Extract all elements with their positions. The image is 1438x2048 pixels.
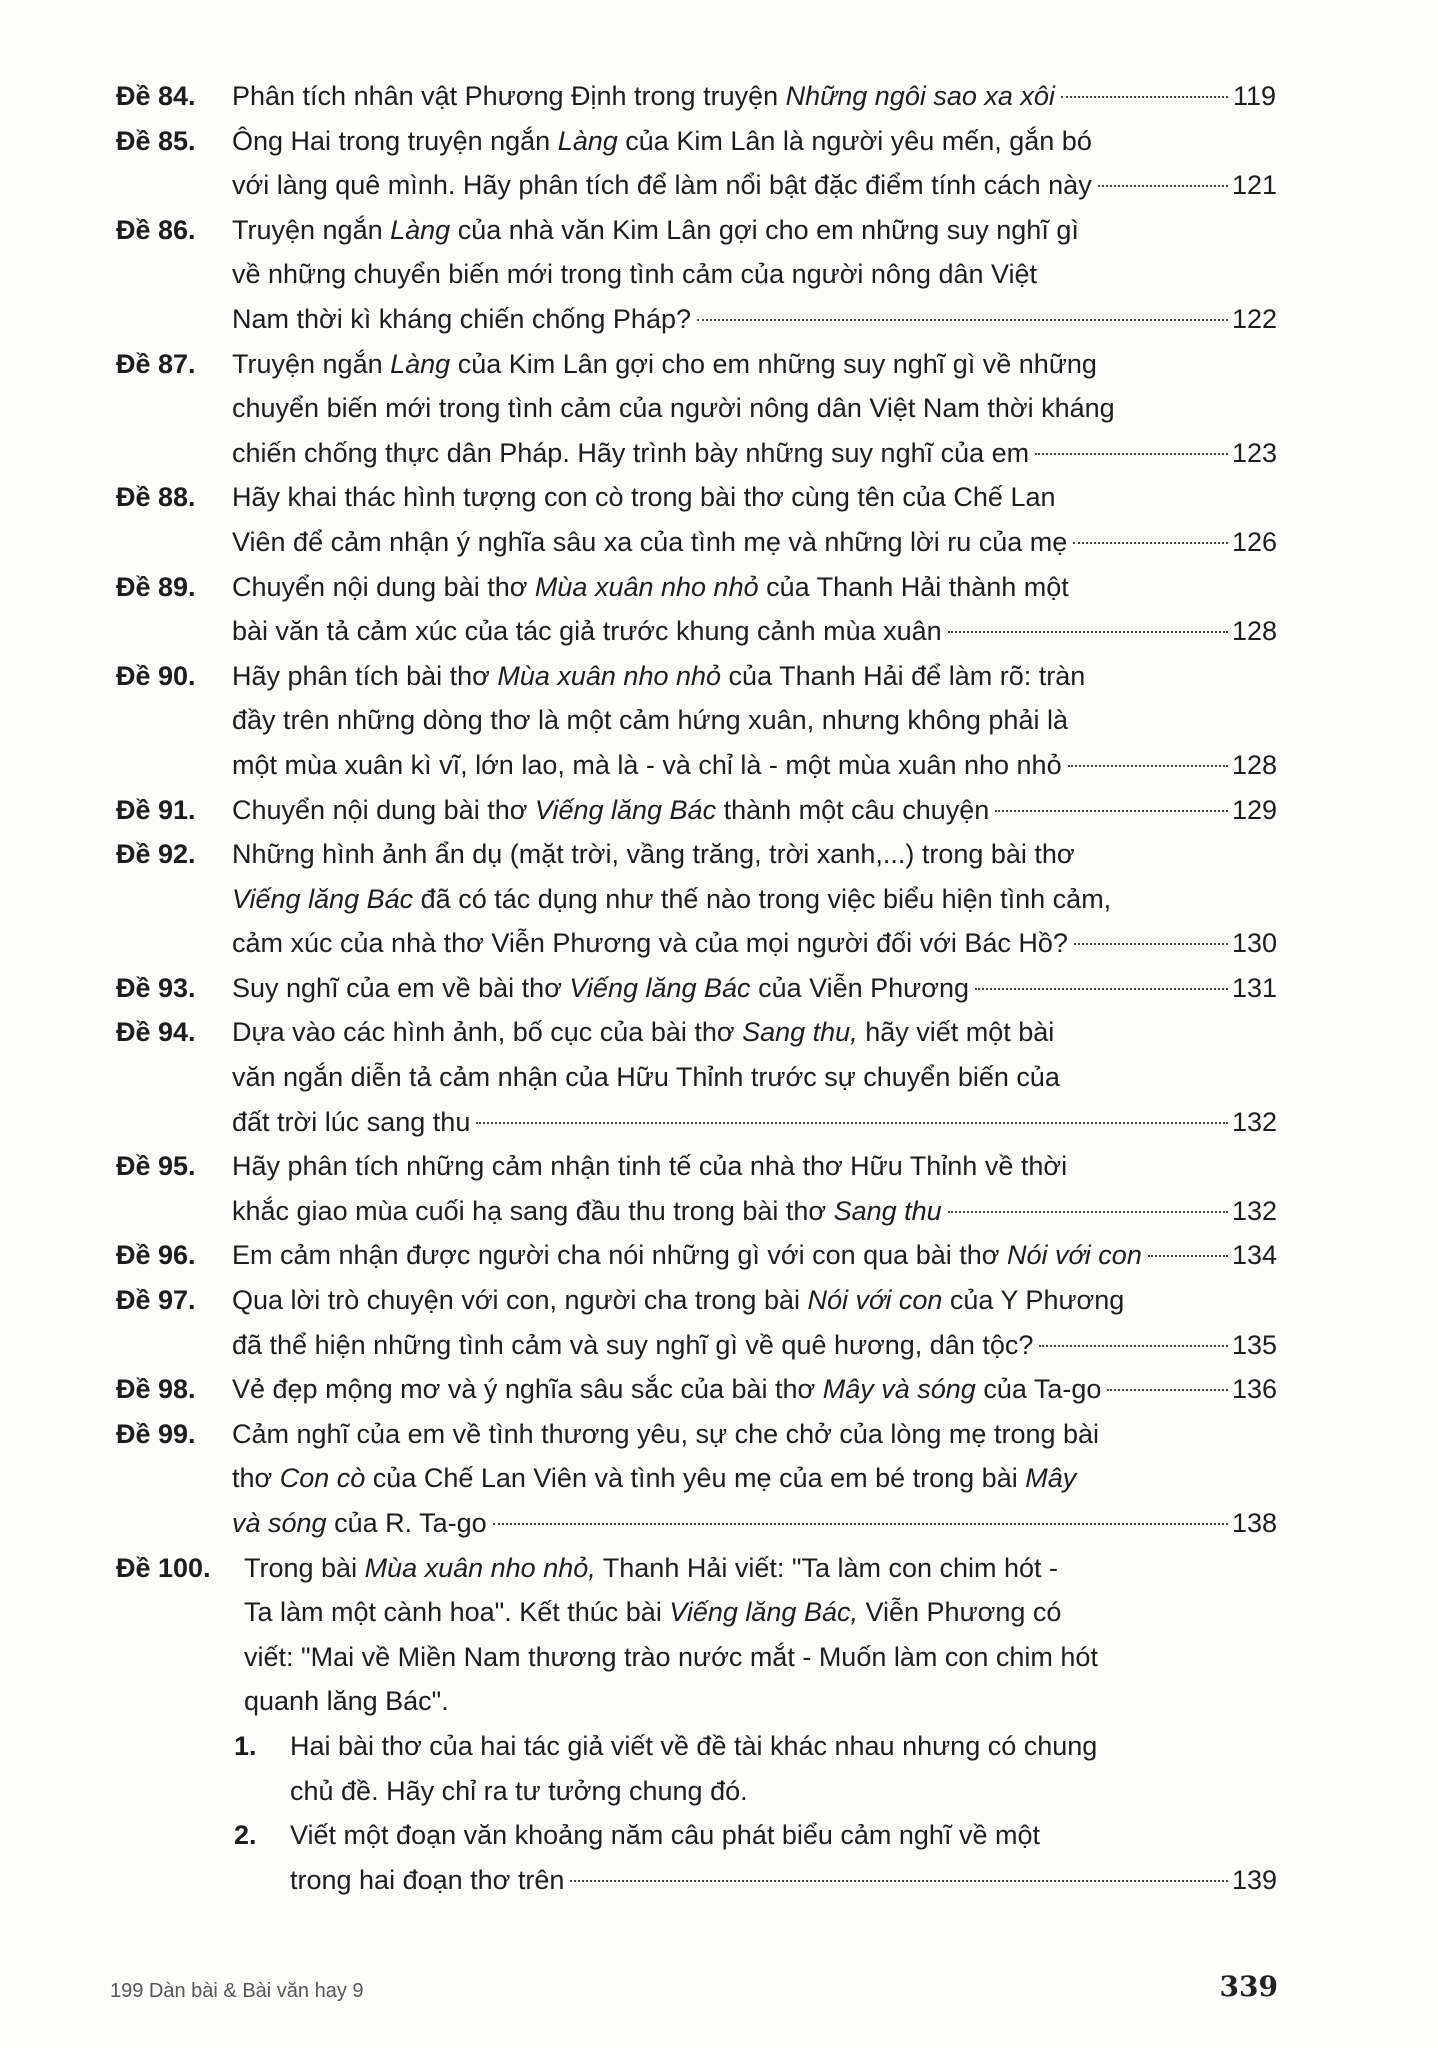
text-run: Ta làm một cành hoa". Kết thúc bài [244,1597,670,1628]
sub-text [290,1724,1276,1813]
entry-line [232,832,1276,877]
toc-entry[interactable] [116,1144,1276,1233]
text-run: Em cảm nhận được người cha nói những gì với con qua bài thơ [232,1240,1007,1271]
entry-line [232,431,1276,476]
italic-title: Nói với con [807,1285,943,1316]
entry-line [232,475,1276,520]
page-ref: 132 [1232,1195,1278,1226]
entry-number: Đề 85. [116,125,196,156]
italic-title: Viếng lăng Bác [232,883,414,914]
dot-leader [1039,1345,1228,1347]
italic-title: Mùa xuân nho nhỏ [534,571,759,602]
entry-text [232,1144,1276,1233]
toc-entry[interactable] [116,119,1276,208]
dot-leader [1074,943,1228,945]
entry-line-text [232,1189,942,1234]
entry-line-text [232,74,1055,119]
toc-entry[interactable] [116,565,1276,654]
toc-entry[interactable] [116,832,1276,966]
page-ref: 130 [1232,928,1278,959]
text-run: với làng quê mình. Hãy phân tích để làm nổi bật đặc điểm tính cách này [232,170,1092,201]
entry-text [232,1233,1276,1278]
text-run: của Ta-go [975,1374,1102,1405]
entry-number: Đề 98. [116,1374,196,1405]
entry-line [232,1055,1276,1100]
entry-line [232,1233,1276,1278]
entry-line-text [232,1501,487,1546]
sub-text [290,1813,1276,1902]
page-ref: 122 [1232,303,1278,334]
entry-line [232,74,1276,119]
entry-line [232,119,1276,164]
entry-number: Đề 88. [116,482,196,513]
text-run: đất trời lúc sang thu [232,1106,471,1137]
italic-title: Viếng lăng Bác [534,794,717,825]
toc-entry[interactable] [116,1010,1276,1144]
toc-entry[interactable] [116,475,1276,564]
entry-line [232,654,1276,699]
entry-number: Đề 100. [116,1552,211,1583]
text-run: của Thanh Hải để làm rõ: tràn [721,660,1086,691]
italic-title: Viếng lăng Bác [569,972,751,1003]
page-ref: 123 [1232,437,1278,468]
text-run: một mùa xuân kì vĩ, lớn lao, mà là - và chỉ là - một mùa xuân nho nhỏ [232,749,1062,780]
entry-line-text [232,966,969,1011]
entry-number: Đề 92. [116,839,196,870]
entry-number: Đề 91. [116,794,196,825]
entry-number: Đề 99. [116,1418,196,1449]
toc-entry[interactable] [116,1278,1276,1367]
text-run: Truyện ngắn [232,348,391,379]
entry-line [244,1679,1276,1724]
toc-entry[interactable] [116,788,1276,833]
text-run: Ông Hai trong truyện ngắn [232,125,558,156]
entry-line [244,1546,1276,1591]
text-run: của Thanh Hải thành một [758,571,1069,602]
page-ref: 134 [1232,1240,1278,1271]
entry-number: Đề 96. [116,1240,196,1271]
dot-leader [1148,1255,1228,1257]
page-ref: 139 [1232,1864,1278,1895]
text-run: Cảm nghĩ của em về tình thương yêu, sự che chở của lòng mẹ trong bài [232,1418,1100,1449]
text-run: khắc giao mùa cuối hạ sang đầu thu trong bài thơ [232,1195,834,1226]
page-ref: 128 [1232,616,1278,647]
page-ref: 138 [1232,1508,1278,1538]
entry-line [232,163,1276,208]
entry-line [232,1010,1276,1055]
sub-line: Hai bài thơ của hai tác giả viết về đề tài khác nhau nhưng có chung [290,1730,1098,1761]
entry-text [232,1412,1276,1546]
page-ref: 136 [1232,1374,1278,1405]
italic-title: Làng [557,125,618,156]
text-run: Phân tích nhân vật Phương Định trong truyện [232,81,786,111]
toc-entry[interactable] [116,966,1276,1011]
entry-text [232,654,1276,788]
dot-leader [1107,1389,1228,1391]
entry-line [232,966,1276,1011]
sub-question [234,1724,1276,1813]
toc-entry[interactable] [116,1412,1276,1546]
italic-title: Viếng lăng Bác, [669,1597,858,1628]
toc-entry[interactable] [116,208,1276,342]
entry-line [232,1501,1276,1546]
text-run: đã thể hiện những tình cảm và suy nghĩ gì về quê hương, dân tộc? [232,1329,1034,1360]
page-ref: 121 [1232,170,1278,201]
italic-title: và sóng [232,1508,327,1538]
entry-number: Đề 86. [116,214,196,245]
entry-text [232,788,1276,833]
entry-line-text [232,431,1029,476]
entry-line [232,386,1276,431]
entry-text [234,1546,1278,1903]
dot-leader [476,1122,1228,1124]
entry-line [244,1590,1276,1635]
entry-line [244,1635,1276,1680]
dot-leader [948,631,1228,633]
entry-number: Đề 89. [116,571,196,602]
toc-entry[interactable] [116,1367,1276,1412]
entry-line-text [232,1367,1101,1412]
text-run: Viễn Phương có [857,1597,1062,1628]
footer-page-number: 339 [1219,1970,1278,2003]
text-run: của Kim Lân là người yêu mến, gắn bó [617,125,1092,156]
dot-leader [975,988,1228,990]
entry-text [232,832,1276,966]
entry-number: Đề 90. [116,660,196,691]
italic-title: Mây [1025,1463,1077,1494]
entry-text [232,966,1276,1011]
dot-leader [697,319,1228,321]
italic-title: Sang thu [833,1195,942,1226]
text-run: của nhà văn Kim Lân gợi cho em những suy nghĩ gì [450,214,1079,245]
entry-line-text [232,1233,1142,1278]
entry-number: Đề 93. [116,972,196,1003]
entry-line [232,1456,1276,1501]
text-run: Hãy phân tích bài thơ [232,660,498,691]
entry-line [232,1323,1276,1368]
italic-title: Mùa xuân nho nhỏ, [364,1552,596,1583]
entry-number: Đề 84. [116,81,196,111]
entry-line [232,1278,1276,1323]
entry-number: Đề 97. [116,1285,196,1316]
dot-leader [1068,765,1228,767]
entry-line-text [232,1100,470,1145]
entry-text [232,208,1276,342]
entry-line [232,1144,1276,1189]
sub-line-text: trong hai đoạn thơ trên [290,1864,565,1895]
dot-leader [1073,542,1228,544]
entry-text [232,119,1276,208]
text-run: đầy trên những dòng thơ là một cảm hứng xuân, nhưng không phải là [232,705,1068,736]
entry-line [232,565,1276,610]
entry-line-text [232,1323,1033,1368]
entry-line-text [232,609,942,654]
text-run: Những hình ảnh ẩn dụ (mặt trời, vầng trăng, trời xanh,...) trong bài thơ [232,839,1075,870]
italic-title: Mây và sóng [822,1374,976,1405]
text-run: Hãy phân tích những cảm nhận tinh tế của nhà thơ Hữu Thỉnh về thời [232,1151,1068,1182]
dot-leader [1061,96,1228,98]
toc-entry[interactable] [116,74,1276,119]
text-run: quanh lăng Bác". [244,1686,449,1717]
entry-line [232,788,1276,833]
text-run: đã có tác dụng như thế nào trong việc biểu hiện tình cảm, [413,883,1112,914]
text-run: Vẻ đẹp mộng mơ và ý nghĩa sâu sắc của bài thơ [232,1374,823,1405]
text-run: Hãy khai thác hình tượng con cò trong bài thơ cùng tên của Chế Lan [232,482,1056,513]
dot-leader [493,1523,1228,1525]
sub-line: Viết một đoạn văn khoảng năm câu phát biểu cảm nghĩ về một [290,1820,1040,1851]
page-ref: 126 [1232,526,1278,557]
entry-number: Đề 95. [116,1151,196,1182]
text-run: chiến chống thực dân Pháp. Hãy trình bày những suy nghĩ của em [232,437,1030,468]
entry-text [232,74,1276,119]
text-run: Nam thời kì kháng chiến chống Pháp? [232,303,691,334]
entry-line [232,1412,1276,1457]
footer-book-title: 199 Dàn bài & Bài văn hay 9 [110,1980,364,2002]
text-run: thành một câu chuyện [716,794,990,825]
entry-text [232,565,1276,654]
entry-line-text [232,297,691,342]
text-run: Suy nghĩ của em về bài thơ [232,972,570,1003]
text-run: thơ [232,1463,280,1494]
dot-leader [570,1880,1228,1882]
entry-line [232,1189,1276,1234]
text-run: Thanh Hải viết: "Ta làm con chim hót - [595,1552,1059,1583]
italic-title: Mùa xuân nho nhỏ [497,660,722,691]
text-run: chuyển biến mới trong tình cảm của người nông dân Việt Nam thời kháng [232,393,1115,424]
text-run: Qua lời trò chuyện với con, người cha trong bài [232,1285,808,1316]
text-run: Viên để cảm nhận ý nghĩa sâu xa của tình mẹ và những lời ru của mẹ [232,526,1068,557]
entry-line-text [232,743,1062,788]
entry-number: Đề 94. [116,1017,196,1048]
italic-title: Nói với con [1006,1240,1142,1271]
toc-entry[interactable] [116,342,1276,476]
text-run: Trong bài [244,1552,365,1583]
entry-line-text [232,921,1068,966]
dot-leader [1035,453,1228,455]
entry-line [232,297,1276,342]
entry-line [232,743,1276,788]
italic-title: Con cò [279,1463,366,1494]
page-ref: 132 [1232,1106,1278,1137]
text-run: của Y Phương [942,1285,1125,1316]
toc-entry[interactable] [116,1546,1276,1903]
text-run: về những chuyển biến mới trong tình cảm của người nông dân Việt [232,259,1038,290]
text-run: Chuyển nội dung bài thơ [232,794,535,825]
entry-line [232,698,1276,743]
entry-text [232,1278,1276,1367]
page-ref: 135 [1232,1329,1278,1360]
text-run: văn ngắn diễn tả cảm nhận của Hữu Thỉnh trước sự chuyển biến của [232,1062,1060,1093]
entry-text [232,1010,1276,1144]
text-run: cảm xúc của nhà thơ Viễn Phương và của mọi người đối với Bác Hồ? [232,928,1068,959]
entry-line [232,342,1276,387]
italic-title: Sang thu, [742,1017,858,1048]
dot-leader [995,810,1228,812]
text-run: Truyện ngắn [232,214,391,245]
entry-line [232,877,1276,922]
italic-title: Những ngôi sao xa xôi [785,81,1055,111]
page-ref: 128 [1232,749,1278,780]
entry-text [232,1367,1276,1412]
table-of-contents [116,74,1276,1902]
text-run: viết: "Mai về Miền Nam thương trào nước mắt - Muốn làm con chim hót [244,1641,1098,1672]
entry-text [232,342,1276,476]
entry-line [232,1367,1276,1412]
entry-line [232,520,1276,565]
sub-number: 1. [234,1730,257,1761]
text-run: bài văn tả cảm xúc của tác giả trước khung cảnh mùa xuân [232,616,942,647]
entry-line [232,609,1276,654]
entry-number: Đề 87. [116,348,196,379]
entry-line [232,208,1276,253]
entry-line [232,252,1276,297]
text-run: hãy viết một bài [857,1017,1055,1048]
text-run: của R. Ta-go [326,1508,487,1538]
text-run: Dựa vào các hình ảnh, bố cục của bài thơ [232,1017,743,1048]
sub-line: chủ đề. Hãy chỉ ra tư tưởng chung đó. [290,1775,748,1806]
dot-leader [948,1211,1228,1213]
entry-line [232,921,1276,966]
text-run: của Viễn Phương [750,972,969,1003]
toc-entry[interactable] [116,654,1276,788]
text-run: của Kim Lân gợi cho em những suy nghĩ gì về những [450,348,1097,379]
page-ref: 119 [1232,81,1276,111]
italic-title: Làng [390,348,451,379]
toc-entry[interactable] [116,1233,1276,1278]
text-run: của Chế Lan Viên và tình yêu mẹ của em bé trong bài [365,1463,1026,1494]
entry-line-text [232,163,1092,208]
italic-title: Làng [390,214,451,245]
page-ref: 129 [1232,794,1278,825]
entry-line-text [232,520,1067,565]
entry-line-text [232,788,989,833]
sub-question [234,1813,1276,1902]
sub-line [290,1858,1276,1903]
page-ref: 131 [1232,972,1278,1003]
entry-line [232,1100,1276,1145]
text-run: Chuyển nội dung bài thơ [232,571,535,602]
entry-text [232,475,1276,564]
sub-number: 2. [234,1820,257,1851]
dot-leader [1098,185,1228,187]
